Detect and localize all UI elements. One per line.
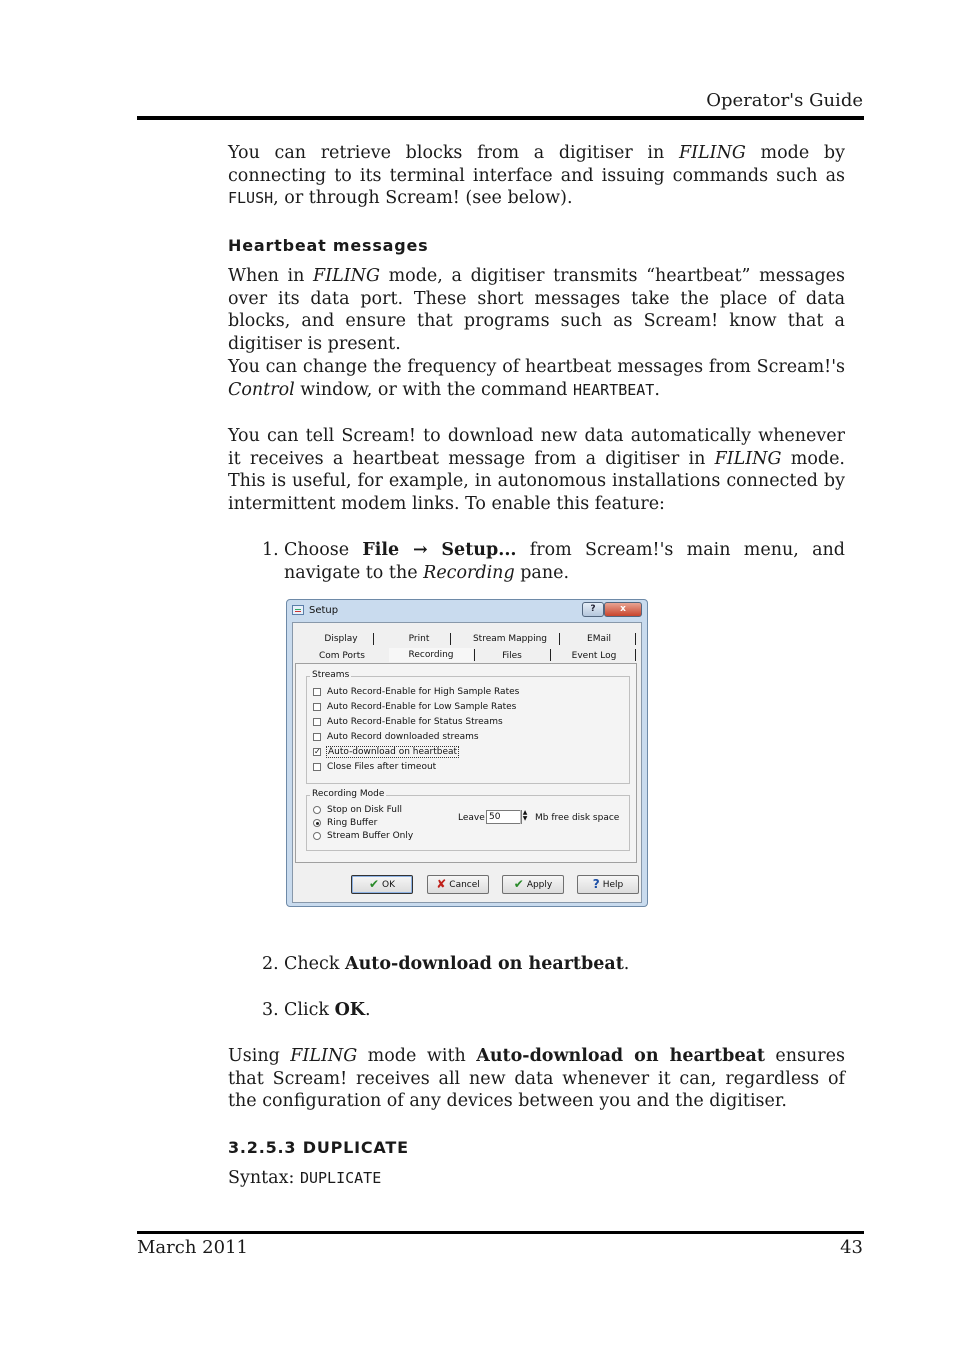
- closing-paragraph: Using FILING mode with Auto-download on heartbeat ensures that Scream! receives all new data whenever it can, regardless of the configuration of any devices between you and the digitiser.: [228, 1046, 845, 1112]
- leave-label: Leave: [458, 813, 485, 823]
- dialog-body: [292, 622, 642, 903]
- spin-down-icon[interactable]: ▼: [522, 815, 528, 822]
- step-text: Choose File → Setup... from Scream!'s main menu, and navigate to the Recording pane.: [284, 540, 845, 583]
- checkbox[interactable]: [313, 718, 321, 726]
- checkbox-label[interactable]: Auto Record-Enable for High Sample Rates: [327, 687, 520, 697]
- tab-event-log[interactable]: Event Log: [571, 651, 617, 661]
- radio-label[interactable]: Stop on Disk Full: [327, 805, 402, 815]
- setup-dialog: [286, 599, 648, 907]
- tab-divider: [635, 649, 636, 661]
- cancel-button[interactable]: [427, 875, 489, 894]
- tab-recording[interactable]: Recording: [389, 648, 473, 662]
- check-icon: ✔: [368, 877, 380, 891]
- tab-stream-mapping[interactable]: Stream Mapping: [472, 634, 548, 644]
- cancel-label: Cancel: [449, 880, 480, 890]
- radio-button[interactable]: [313, 832, 321, 840]
- tab-com-ports[interactable]: Com Ports: [319, 651, 365, 661]
- radio-label[interactable]: Ring Buffer: [327, 818, 378, 828]
- duplicate-heading: 3.2.5.3 DUPLICATE: [228, 1138, 409, 1157]
- recording-mode-label: Recording Mode: [312, 789, 385, 799]
- tab-divider: [635, 633, 636, 645]
- help-icon: ?: [592, 877, 600, 891]
- checkbox[interactable]: [313, 733, 321, 741]
- cross-icon: ✘: [436, 877, 447, 891]
- running-header: Operator's Guide: [706, 90, 863, 111]
- spinner-arrows[interactable]: [520, 810, 529, 824]
- title-help-button[interactable]: ?: [582, 602, 604, 617]
- ok-button[interactable]: [351, 875, 413, 894]
- heartbeat-heading: Heartbeat messages: [228, 236, 429, 255]
- free-space-label: Mb free disk space: [535, 813, 620, 823]
- free-space-input[interactable]: [486, 810, 522, 824]
- dialog-title: Setup: [309, 605, 339, 616]
- tab-email[interactable]: EMail: [587, 634, 611, 644]
- help-label: Help: [602, 880, 624, 890]
- apply-button[interactable]: [502, 875, 564, 894]
- free-space-value: 50: [489, 812, 501, 822]
- radio-label[interactable]: Stream Buffer Only: [327, 831, 414, 841]
- spin-up-icon[interactable]: ▲: [522, 809, 528, 816]
- help-button[interactable]: [577, 875, 639, 894]
- step-text: Click OK.: [284, 1000, 371, 1020]
- apply-label: Apply: [526, 880, 553, 890]
- tab-divider: [550, 649, 551, 661]
- tab-divider: [450, 633, 451, 645]
- app-icon: [292, 605, 304, 615]
- footer-rule: [137, 1231, 864, 1234]
- auto-download-checkbox[interactable]: ✓: [314, 747, 321, 756]
- checkbox-label[interactable]: Close Files after timeout: [327, 762, 437, 772]
- auto-download-label[interactable]: Auto-download on heartbeat: [328, 747, 458, 757]
- ring-buffer-radio[interactable]: [313, 819, 321, 827]
- step-text: Check Auto-download on heartbeat.: [284, 954, 630, 974]
- heartbeat-paragraph-3: You can tell Scream! to download new data automatically whenever it receives a heartbeat message from a digitiser in FILING mode. This is useful, for example, in autonomous installations connected by intermittent modem links. To enable this feature:: [228, 426, 845, 514]
- tab-divider: [559, 633, 560, 645]
- tab-divider: [474, 649, 475, 661]
- tab-print[interactable]: Print: [408, 634, 430, 644]
- checkbox[interactable]: [313, 688, 321, 696]
- intro-paragraph: You can retrieve blocks from a digitiser in FILING mode by connecting to its terminal interface and issuing commands such as FLUSH, or through Scream! (see below).: [228, 143, 846, 209]
- step-number: 2.: [262, 954, 279, 974]
- syntax-line: Syntax: DUPLICATE: [228, 1168, 382, 1188]
- tab-files[interactable]: Files: [502, 651, 522, 661]
- close-button[interactable]: x: [604, 602, 642, 617]
- step-number: 3.: [262, 1000, 279, 1020]
- tab-display[interactable]: Display: [324, 634, 358, 644]
- page-number: 43: [840, 1237, 863, 1258]
- step-number: 1.: [262, 540, 279, 560]
- radio-button[interactable]: [313, 806, 321, 814]
- streams-group-label: Streams: [312, 670, 350, 680]
- checkbox[interactable]: [313, 763, 321, 771]
- heartbeat-paragraph-2: You can change the frequency of heartbeat messages from Scream!'s Control window, or with the command HEARTBEAT.: [228, 357, 845, 400]
- ok-label: OK: [382, 880, 396, 890]
- checkbox-label[interactable]: Auto Record-Enable for Status Streams: [327, 717, 503, 727]
- footer-date: March 2011: [137, 1237, 248, 1258]
- heartbeat-paragraph-1: When in FILING mode, a digitiser transmits “heartbeat” messages over its data port. These short messages take the place of data blocks, and ensure that programs such as Scream! know that a digitiser is present.: [228, 266, 845, 354]
- check-icon: ✔: [513, 877, 524, 891]
- recording-pane: [295, 663, 637, 863]
- header-rule: [137, 116, 864, 120]
- checkbox-label[interactable]: Auto Record downloaded streams: [327, 732, 479, 742]
- tab-divider: [373, 633, 374, 645]
- checkbox[interactable]: [313, 703, 321, 711]
- checkbox-label[interactable]: Auto Record-Enable for Low Sample Rates: [327, 702, 517, 712]
